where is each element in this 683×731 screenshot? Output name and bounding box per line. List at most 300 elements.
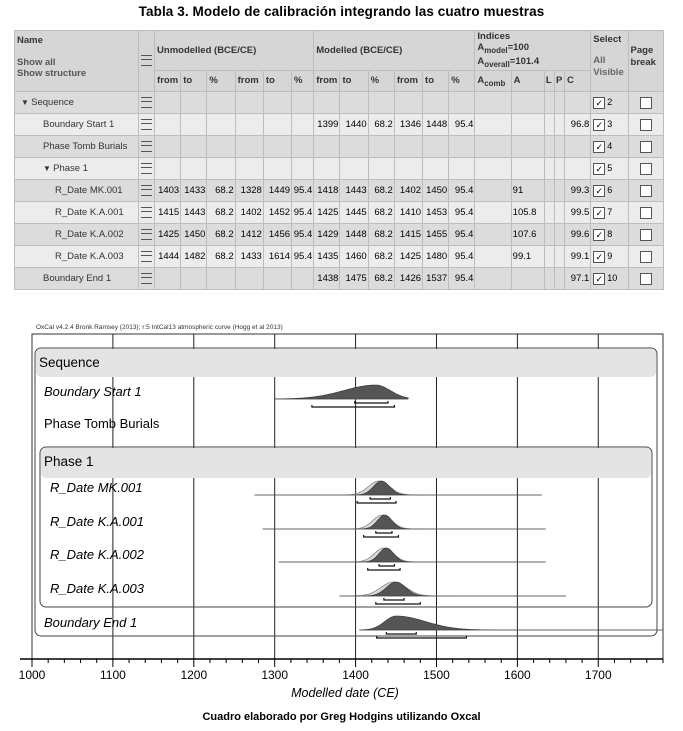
col-from: from xyxy=(235,70,263,91)
unmodelled-value: 95.4 xyxy=(292,246,314,268)
x-tick-label: 1400 xyxy=(342,668,369,682)
unmodelled-value: 95.4 xyxy=(292,202,314,224)
menu-icon[interactable] xyxy=(141,251,152,262)
group-band xyxy=(41,448,651,478)
a-value xyxy=(511,158,544,180)
c-value xyxy=(565,136,591,158)
modelled-value: 1448 xyxy=(423,114,449,136)
modelled-value xyxy=(368,92,394,114)
modelled-value: 68.2 xyxy=(368,268,394,290)
select-label: Select xyxy=(593,34,622,45)
unmodelled-value xyxy=(207,268,235,290)
modelled-value xyxy=(423,158,449,180)
empty-index-cell xyxy=(544,158,554,180)
select-number: 6 xyxy=(607,184,613,195)
empty-index-cell xyxy=(544,202,554,224)
modelled-value: 95.4 xyxy=(449,114,475,136)
modelled-value: 1455 xyxy=(423,224,449,246)
modelled-value: 1425 xyxy=(394,246,422,268)
x-tick-label: 1600 xyxy=(504,668,531,682)
select-number: 5 xyxy=(607,162,613,173)
x-tick-label: 1100 xyxy=(99,668,126,682)
col-to: to xyxy=(340,70,368,91)
page-break-cell xyxy=(628,180,663,202)
unmodelled-value xyxy=(207,114,235,136)
modelled-value xyxy=(314,136,340,158)
col-pct: % xyxy=(207,70,235,91)
figure-title: Tabla 3. Modelo de calibración integrando las cuatro muestras xyxy=(138,4,545,19)
unmodelled-value: 1450 xyxy=(181,224,207,246)
row-menu-cell xyxy=(138,136,154,158)
col-a: A xyxy=(511,70,544,91)
c-value: 99.1 xyxy=(565,246,591,268)
modelled-value: 1453 xyxy=(423,202,449,224)
modelled-value: 68.2 xyxy=(368,114,394,136)
c-value: 99.6 xyxy=(565,224,591,246)
unmodelled-value xyxy=(292,114,314,136)
select-number: 8 xyxy=(607,228,613,239)
unmodelled-value: 1412 xyxy=(235,224,263,246)
acomb-value xyxy=(475,158,511,180)
modelled-value: 68.2 xyxy=(368,180,394,202)
name-cell xyxy=(15,202,139,224)
page-break-checkbox[interactable] xyxy=(640,273,652,285)
row-name: R_Date K.A.001 xyxy=(55,207,124,218)
c-value xyxy=(565,92,591,114)
c-value xyxy=(565,158,591,180)
empty-index-cell xyxy=(554,158,564,180)
c-value: 96.8 xyxy=(565,114,591,136)
modelled-value: 1399 xyxy=(314,114,340,136)
select-checkbox[interactable]: ✓ xyxy=(593,163,605,175)
modelled-value: 1435 xyxy=(314,246,340,268)
plot-header-text: OxCal v4.2.4 Bronk Ramsey (2013); r:5 IntCal13 atmospheric curve (Hogg et al 2013) xyxy=(36,324,283,331)
name-cell xyxy=(15,180,139,202)
modelled-value xyxy=(449,158,475,180)
modelled-value: 1402 xyxy=(394,180,422,202)
group-label: Phase 1 xyxy=(44,454,94,469)
modelled-value: 1450 xyxy=(423,180,449,202)
unmodelled-value xyxy=(155,158,181,180)
table-row xyxy=(15,202,664,224)
acomb-value xyxy=(475,224,511,246)
select-checkbox[interactable]: ✓ xyxy=(593,207,605,219)
c-value: 99.5 xyxy=(565,202,591,224)
select-cell xyxy=(591,180,628,202)
collapse-triangle-icon[interactable]: ▼ xyxy=(21,98,32,107)
unmodelled-value: 1433 xyxy=(235,246,263,268)
modelled-value: 1460 xyxy=(340,246,368,268)
x-tick-label: 1700 xyxy=(584,668,612,682)
menu-icon[interactable] xyxy=(141,97,152,108)
col-from: from xyxy=(155,70,181,91)
unmodelled-value: 1415 xyxy=(155,202,181,224)
modelled-value xyxy=(394,136,422,158)
select-cell xyxy=(591,246,628,268)
unmodelled-value xyxy=(263,92,291,114)
unmodelled-header: Unmodelled (BCE/CE) xyxy=(155,31,314,71)
unmodelled-value xyxy=(181,268,207,290)
menu-icon[interactable] xyxy=(141,141,152,152)
select-cell xyxy=(591,224,628,246)
empty-index-cell xyxy=(554,136,564,158)
row-name: R_Date MK.001 xyxy=(55,185,123,196)
col-pct: % xyxy=(449,70,475,91)
empty-index-cell xyxy=(544,224,554,246)
modelled-value: 95.4 xyxy=(449,180,475,202)
page-break-checkbox[interactable] xyxy=(640,251,652,263)
unmodelled-value xyxy=(235,136,263,158)
modelled-value xyxy=(314,92,340,114)
modelled-value: 95.4 xyxy=(449,224,475,246)
select-cell xyxy=(591,158,628,180)
x-tick-label: 1500 xyxy=(423,668,450,682)
empty-index-cell xyxy=(544,180,554,202)
page-break-checkbox[interactable] xyxy=(640,97,652,109)
show-structure-link[interactable]: Show structure xyxy=(17,68,87,79)
a-value: 107.6 xyxy=(511,224,544,246)
unmodelled-value xyxy=(235,114,263,136)
amodel-index: $A_{model}=100$ xyxy=(477,42,529,55)
x-tick-label: 1300 xyxy=(261,668,289,682)
a-value xyxy=(511,92,544,114)
row-name: R_Date K.A.003 xyxy=(55,251,124,262)
unmodelled-value: 95.4 xyxy=(292,224,314,246)
aoverall-index: $A_{overall}=101.4$ xyxy=(477,55,540,69)
name-cell xyxy=(15,158,139,180)
modelled-value xyxy=(368,136,394,158)
plot-frame xyxy=(32,334,663,659)
a-value xyxy=(511,114,544,136)
oxcal-plot xyxy=(0,312,683,712)
modelled-value xyxy=(340,92,368,114)
unmodelled-value xyxy=(292,92,314,114)
page-break-cell xyxy=(628,202,663,224)
page-break-cell xyxy=(628,136,663,158)
row-name: Boundary Start 1 xyxy=(43,119,115,130)
row-label: R_Date K.A.002 xyxy=(50,547,144,562)
empty-index-cell xyxy=(544,136,554,158)
menu-icon[interactable] xyxy=(141,55,152,66)
row-menu-cell xyxy=(138,158,154,180)
acomb-value xyxy=(475,202,511,224)
page-break-cell xyxy=(628,224,663,246)
modelled-value xyxy=(394,92,422,114)
unmodelled-value: 1403 xyxy=(155,180,181,202)
empty-index-cell xyxy=(544,246,554,268)
table-row xyxy=(15,92,664,114)
x-axis-label: Modelled date (CE) xyxy=(291,686,399,700)
select-number: 10 xyxy=(607,272,618,283)
figure-caption: Cuadro elaborado por Greg Hodgins utilizando Oxcal xyxy=(202,711,481,723)
select-checkbox[interactable]: ✓ xyxy=(593,273,605,285)
group-label: Sequence xyxy=(39,355,100,370)
modelled-value: 1448 xyxy=(340,224,368,246)
unmodelled-value: 1433 xyxy=(181,180,207,202)
modelled-value: 95.4 xyxy=(449,246,475,268)
acomb-value xyxy=(475,136,511,158)
unmodelled-value xyxy=(181,158,207,180)
unmodelled-value: 68.2 xyxy=(207,202,235,224)
menu-icon[interactable] xyxy=(141,119,152,130)
row-name: R_Date K.A.002 xyxy=(55,229,124,240)
unmodelled-value xyxy=(292,268,314,290)
table-row xyxy=(15,268,664,290)
row-menu-cell xyxy=(138,268,154,290)
unmodelled-value xyxy=(263,114,291,136)
modelled-value xyxy=(368,158,394,180)
name-cell xyxy=(15,268,139,290)
col-c: C xyxy=(565,70,591,91)
a-value xyxy=(511,268,544,290)
select-visible-link[interactable]: Visible xyxy=(593,67,624,78)
name-cell xyxy=(15,246,139,268)
c-value: 99.3 xyxy=(565,180,591,202)
unmodelled-value: 68.2 xyxy=(207,224,235,246)
unmodelled-value: 1449 xyxy=(263,180,291,202)
unmodelled-value xyxy=(263,136,291,158)
col-to: to xyxy=(423,70,449,91)
modelled-value xyxy=(394,158,422,180)
menu-icon[interactable] xyxy=(141,229,152,240)
col-to: to xyxy=(181,70,207,91)
calibration-table xyxy=(14,30,664,290)
modelled-value xyxy=(423,92,449,114)
modelled-value: 1440 xyxy=(340,114,368,136)
x-tick-label: 1000 xyxy=(18,668,46,682)
page-break-cell xyxy=(628,114,663,136)
table-row xyxy=(15,224,664,246)
name-cell xyxy=(15,136,139,158)
modelled-value xyxy=(340,158,368,180)
col-l: L xyxy=(544,70,554,91)
page-break-cell xyxy=(628,246,663,268)
unmodelled-value xyxy=(155,114,181,136)
row-label: Boundary Start 1 xyxy=(44,384,142,399)
x-tick-label: 1200 xyxy=(180,668,208,682)
select-checkbox[interactable]: ✓ xyxy=(593,141,605,153)
modelled-value: 1418 xyxy=(314,180,340,202)
modelled-value: 1410 xyxy=(394,202,422,224)
a-value: 99.1 xyxy=(511,246,544,268)
unmodelled-value: 1402 xyxy=(235,202,263,224)
page-break-checkbox[interactable] xyxy=(640,207,652,219)
modelled-value: 1415 xyxy=(394,224,422,246)
unmodelled-value xyxy=(292,136,314,158)
unmodelled-value xyxy=(155,268,181,290)
a-value: 105.8 xyxy=(511,202,544,224)
col-acomb: $A_{comb}$ xyxy=(475,70,511,91)
page-break-checkbox[interactable] xyxy=(640,185,652,197)
row-menu-cell xyxy=(138,224,154,246)
unmodelled-value xyxy=(207,158,235,180)
acomb-value xyxy=(475,92,511,114)
empty-index-cell xyxy=(554,114,564,136)
select-number: 9 xyxy=(607,250,613,261)
unmodelled-value xyxy=(235,158,263,180)
unmodelled-value: 1482 xyxy=(181,246,207,268)
row-name: Sequence xyxy=(31,97,74,108)
modelled-value xyxy=(314,158,340,180)
page-break-cell xyxy=(628,158,663,180)
select-checkbox[interactable]: ✓ xyxy=(593,229,605,241)
indices-header xyxy=(475,31,591,71)
select-number: 7 xyxy=(607,206,613,217)
acomb-value xyxy=(475,246,511,268)
modelled-value xyxy=(449,136,475,158)
unmodelled-value xyxy=(263,268,291,290)
col-to: to xyxy=(263,70,291,91)
collapse-triangle-icon[interactable]: ▼ xyxy=(43,164,54,173)
table-row xyxy=(15,158,664,180)
select-number: 4 xyxy=(607,140,613,151)
unmodelled-value xyxy=(292,158,314,180)
modelled-value: 1475 xyxy=(340,268,368,290)
modelled-value: 95.4 xyxy=(449,268,475,290)
acomb-value xyxy=(475,180,511,202)
col-p: P xyxy=(554,70,564,91)
modelled-value: 1537 xyxy=(423,268,449,290)
select-cell xyxy=(591,114,628,136)
unmodelled-value xyxy=(235,268,263,290)
name-cell xyxy=(15,114,139,136)
modelled-value: 95.4 xyxy=(449,202,475,224)
empty-index-cell xyxy=(554,268,564,290)
table-row xyxy=(15,180,664,202)
name-cell xyxy=(15,92,139,114)
page-break-checkbox[interactable] xyxy=(640,141,652,153)
unmodelled-value: 1444 xyxy=(155,246,181,268)
modelled-value xyxy=(423,136,449,158)
empty-index-cell xyxy=(544,92,554,114)
select-checkbox[interactable]: ✓ xyxy=(593,119,605,131)
page-break-checkbox[interactable] xyxy=(640,119,652,131)
modelled-value: 1438 xyxy=(314,268,340,290)
unmodelled-value xyxy=(181,92,207,114)
empty-index-cell xyxy=(554,92,564,114)
row-menu-cell xyxy=(138,246,154,268)
unmodelled-value xyxy=(155,92,181,114)
page-break-checkbox[interactable] xyxy=(640,229,652,241)
select-checkbox[interactable]: ✓ xyxy=(593,97,605,109)
row-label: Phase Tomb Burials xyxy=(44,416,160,431)
unmodelled-value: 1452 xyxy=(263,202,291,224)
page-break-header: Page break xyxy=(628,31,663,92)
name-cell xyxy=(15,224,139,246)
unmodelled-value: 1614 xyxy=(263,246,291,268)
modelled-value: 1445 xyxy=(340,202,368,224)
unmodelled-value xyxy=(235,92,263,114)
modelled-header: Modelled (BCE/CE) xyxy=(314,31,475,71)
col-from: from xyxy=(394,70,422,91)
col-from: from xyxy=(314,70,340,91)
acomb-value xyxy=(475,114,511,136)
table-row xyxy=(15,114,664,136)
select-cell xyxy=(591,202,628,224)
empty-index-cell xyxy=(554,224,564,246)
empty-index-cell xyxy=(554,202,564,224)
modelled-value: 1425 xyxy=(314,202,340,224)
row-name: Phase 1 xyxy=(53,163,89,174)
unmodelled-value: 1425 xyxy=(155,224,181,246)
modelled-value: 1480 xyxy=(423,246,449,268)
unmodelled-value xyxy=(155,136,181,158)
unmodelled-value: 1328 xyxy=(235,180,263,202)
unmodelled-value: 68.2 xyxy=(207,180,235,202)
c-value: 97.1 xyxy=(565,268,591,290)
menu-icon[interactable] xyxy=(141,273,152,284)
select-cell xyxy=(591,136,628,158)
select-cell xyxy=(591,92,628,114)
col-pct: % xyxy=(292,70,314,91)
select-checkbox[interactable]: ✓ xyxy=(593,251,605,263)
modelled-value xyxy=(449,92,475,114)
menu-icon[interactable] xyxy=(141,207,152,218)
page-break-cell xyxy=(628,268,663,290)
indices-label: Indices xyxy=(477,31,511,42)
modelled-value xyxy=(340,136,368,158)
empty-index-cell xyxy=(554,180,564,202)
modelled-value: 1426 xyxy=(394,268,422,290)
row-label: R_Date MK.001 xyxy=(50,480,143,495)
modelled-value: 1429 xyxy=(314,224,340,246)
unmodelled-value xyxy=(181,136,207,158)
page-break-cell xyxy=(628,92,663,114)
table-row xyxy=(15,246,664,268)
modelled-value: 68.2 xyxy=(368,246,394,268)
empty-index-cell xyxy=(544,268,554,290)
row-menu-cell xyxy=(138,114,154,136)
select-number: 3 xyxy=(607,118,613,129)
modelled-value: 68.2 xyxy=(368,224,394,246)
select-number: 2 xyxy=(607,96,613,107)
show-all-link[interactable]: Show all xyxy=(17,57,56,68)
modelled-value: 1443 xyxy=(340,180,368,202)
unmodelled-value: 1443 xyxy=(181,202,207,224)
select-cell xyxy=(591,268,628,290)
page-break-checkbox[interactable] xyxy=(640,163,652,175)
table-row xyxy=(15,136,664,158)
row-label: Boundary End 1 xyxy=(44,615,138,630)
row-name: Boundary End 1 xyxy=(43,273,112,284)
name-label: Name xyxy=(17,35,43,46)
unmodelled-value xyxy=(207,136,235,158)
menu-icon[interactable] xyxy=(141,185,152,196)
name-header xyxy=(15,31,139,92)
a-value: 91 xyxy=(511,180,544,202)
row-label: R_Date K.A.001 xyxy=(50,514,144,529)
unmodelled-value xyxy=(263,158,291,180)
modelled-value: 68.2 xyxy=(368,202,394,224)
unmodelled-value: 68.2 xyxy=(207,246,235,268)
a-value xyxy=(511,136,544,158)
col-pct: % xyxy=(368,70,394,91)
menu-header-cell xyxy=(138,31,154,92)
row-menu-cell xyxy=(138,180,154,202)
acomb-value xyxy=(475,268,511,290)
menu-icon[interactable] xyxy=(141,163,152,174)
row-menu-cell xyxy=(138,92,154,114)
select-checkbox[interactable]: ✓ xyxy=(593,185,605,197)
unmodelled-value: 1456 xyxy=(263,224,291,246)
modelled-value: 1346 xyxy=(394,114,422,136)
row-menu-cell xyxy=(138,202,154,224)
select-header xyxy=(591,31,628,92)
row-name: Phase Tomb Burials xyxy=(43,141,128,152)
empty-index-cell xyxy=(544,114,554,136)
empty-index-cell xyxy=(554,246,564,268)
select-all-link[interactable]: All xyxy=(593,55,606,66)
